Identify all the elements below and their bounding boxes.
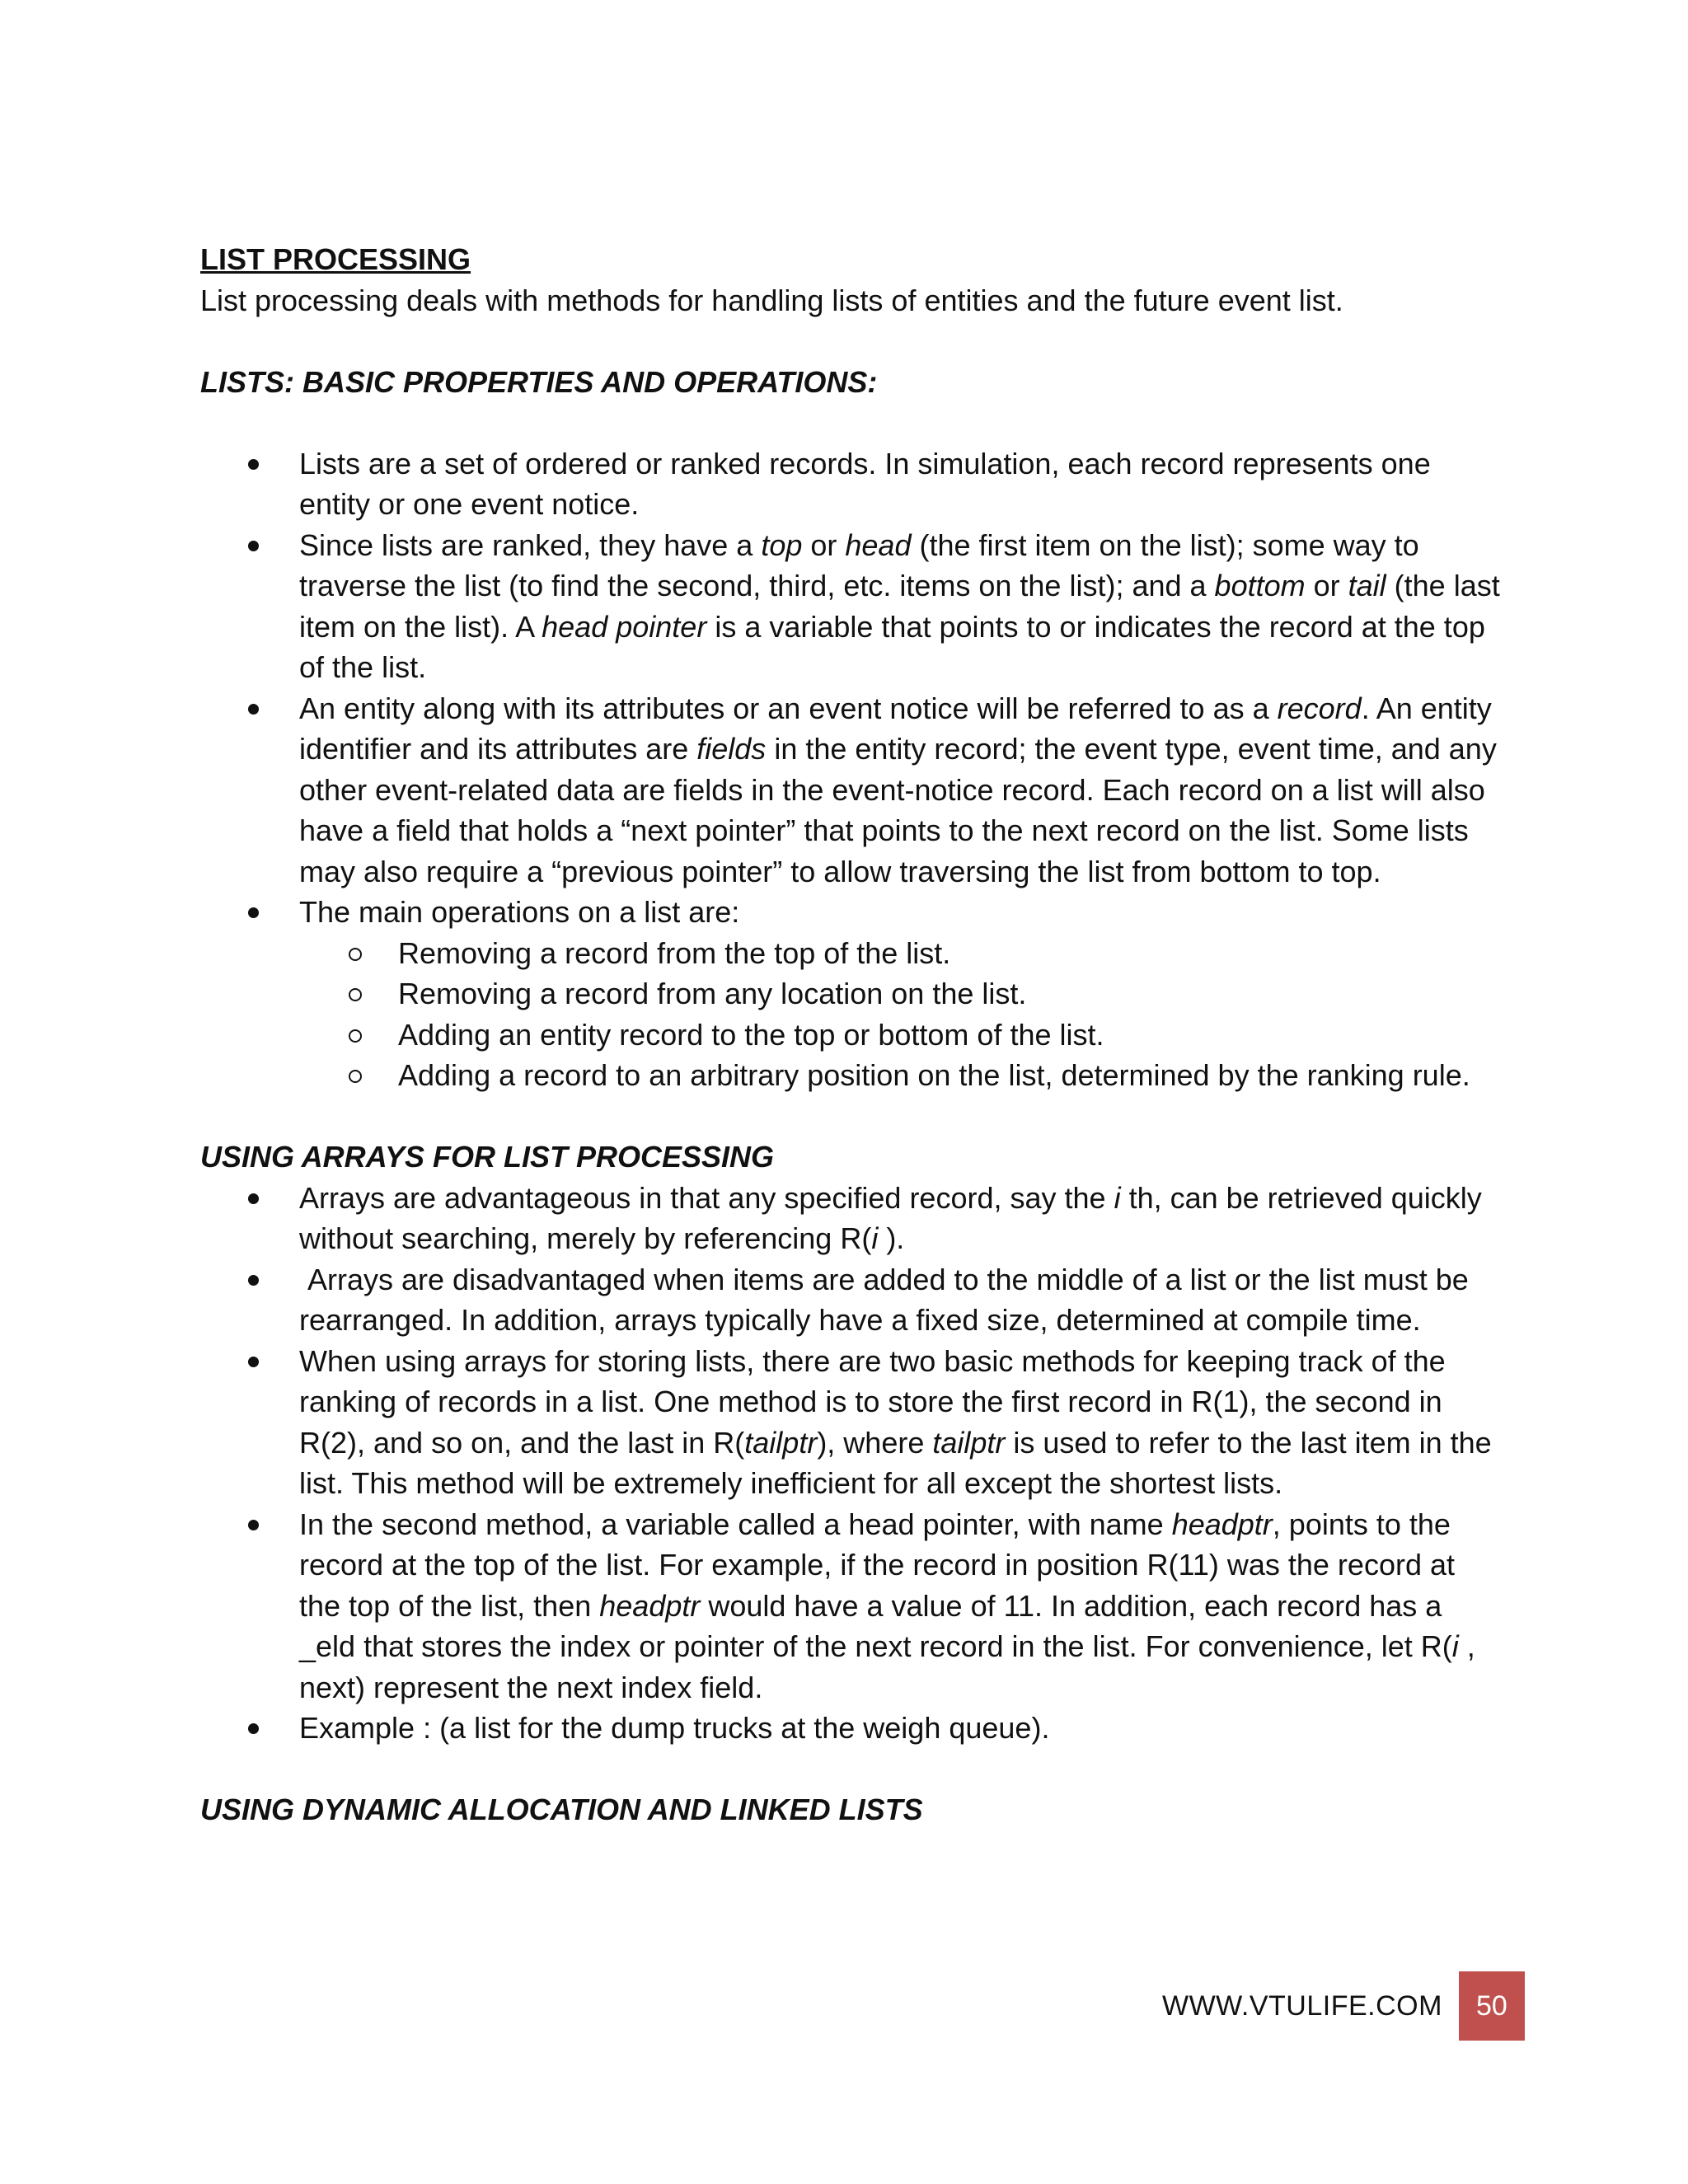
arrays-bullets bbox=[200, 1178, 1503, 1749]
bullet-text: In the second method, a variable called a head pointer, with name headptr, points to the record at the top of the list. For example, if the record in position R(11) was the record at the top of the list, then headptr would have a value of 11. In addition, each record has a _eld that stores the index or pointer of the next record in the list. For convenience, let R(i , next) represent the next index field. bbox=[299, 1507, 1475, 1704]
bullet-icon bbox=[248, 1193, 259, 1204]
spacer bbox=[200, 321, 1503, 362]
bullet-icon bbox=[248, 1275, 259, 1286]
list-item bbox=[200, 688, 1503, 893]
footer-website-link[interactable]: WWW.VTULIFE.COM bbox=[1162, 1990, 1442, 2022]
bullet-icon bbox=[248, 907, 259, 918]
bullet-text: Example : (a list for the dump trucks at the weigh queue). bbox=[299, 1711, 1050, 1745]
operations-sublist bbox=[299, 933, 1503, 1096]
list-item bbox=[200, 1259, 1503, 1341]
page-footer bbox=[1162, 1971, 1525, 2041]
bullet-icon bbox=[248, 1357, 259, 1367]
circle-bullet-icon bbox=[349, 988, 362, 1001]
sub-item-text: Removing a record from any location on the list. bbox=[398, 977, 1027, 1010]
sub-item-text: Adding an entity record to the top or bottom of the list. bbox=[398, 1017, 1104, 1052]
sub-item-text: Removing a record from the top of the list. bbox=[398, 935, 951, 970]
bullet-text: When using arrays for storing lists, there are two basic methods for keeping track of the ranking of records in a list. One method is to store the first record in R(1), the second in R(2), and so on, and the last in R(tailptr), where tailptr is used to refer to the last item in the list. This method will be extremely inefficient for all except the shortest lists. bbox=[299, 1343, 1492, 1500]
bullet-text: Since lists are ranked, they have a top or head (the first item on the list); some way to traverse the list (to find the second, third, etc. items on the list); and a bottom or tail (the last item on the list). A head pointer is a variable that points to or indicates the record at the top of the list. bbox=[299, 527, 1500, 684]
bullet-text: Arrays are advantageous in that any specified record, say the i th, can be retrieved quickly without searching, merely by referencing R(i ). bbox=[299, 1180, 1482, 1255]
circle-bullet-icon bbox=[349, 948, 362, 961]
heading-dynamic-allocation: USING DYNAMIC ALLOCATION AND LINKED LISTS bbox=[200, 1793, 923, 1826]
heading-using-arrays: USING ARRAYS FOR LIST PROCESSING bbox=[200, 1140, 775, 1174]
circle-bullet-icon bbox=[349, 1029, 362, 1043]
bullet-text: An entity along with its attributes or an event notice will be referred to as a record. An entity identifier and its attributes are fields in the entity record; the event type, event time, and any other event-related data are fields in the event-notice record. Each record on a list will also have a field that holds a “next pointer” that points to the next record on the list. Some lists may also require a “previous pointer” to allow traversing the list from bottom to top. bbox=[299, 691, 1497, 888]
spacer bbox=[200, 402, 1503, 443]
spacer bbox=[200, 1749, 1503, 1790]
circle-bullet-icon bbox=[349, 1070, 362, 1083]
list-item bbox=[200, 892, 1503, 1096]
list-item bbox=[200, 1178, 1503, 1259]
sub-list-item bbox=[299, 1015, 1503, 1056]
bullet-icon bbox=[248, 541, 259, 551]
list-item bbox=[200, 1504, 1503, 1708]
bullet-text: Arrays are disadvantaged when items are added to the middle of a list or the list must be rearranged. In addition, arrays typically have a fixed size, determined at compile time. bbox=[299, 1262, 1477, 1337]
bullet-icon bbox=[248, 1723, 259, 1734]
list-item bbox=[200, 1708, 1503, 1749]
bullet-icon bbox=[248, 459, 259, 470]
sub-list-item bbox=[299, 933, 1503, 974]
bullet-icon bbox=[248, 1520, 259, 1530]
lists-properties-bullets bbox=[200, 443, 1503, 1096]
list-item bbox=[200, 1341, 1503, 1504]
sub-item-text: Adding a record to an arbitrary position on the list, determined by the ranking rule. bbox=[398, 1058, 1470, 1092]
heading-lists-basic: LISTS: BASIC PROPERTIES AND OPERATIONS: bbox=[200, 364, 878, 399]
spacer bbox=[200, 1096, 1503, 1137]
bullet-text: Lists are a set of ordered or ranked records. In simulation, each record represents one entity or one event notice. bbox=[299, 446, 1431, 521]
sub-list-item bbox=[299, 1055, 1503, 1096]
list-item bbox=[200, 525, 1503, 688]
section-title: LIST PROCESSING bbox=[200, 242, 471, 276]
list-item bbox=[200, 443, 1503, 525]
page-content bbox=[200, 239, 1503, 1830]
sub-list-item bbox=[299, 973, 1503, 1015]
bullet-icon bbox=[248, 704, 259, 715]
bullet-text: The main operations on a list are: bbox=[299, 895, 740, 929]
page-number-badge: 50 bbox=[1459, 1971, 1525, 2041]
intro-paragraph: List processing deals with methods for handling lists of entities and the future event list. bbox=[200, 283, 1343, 317]
